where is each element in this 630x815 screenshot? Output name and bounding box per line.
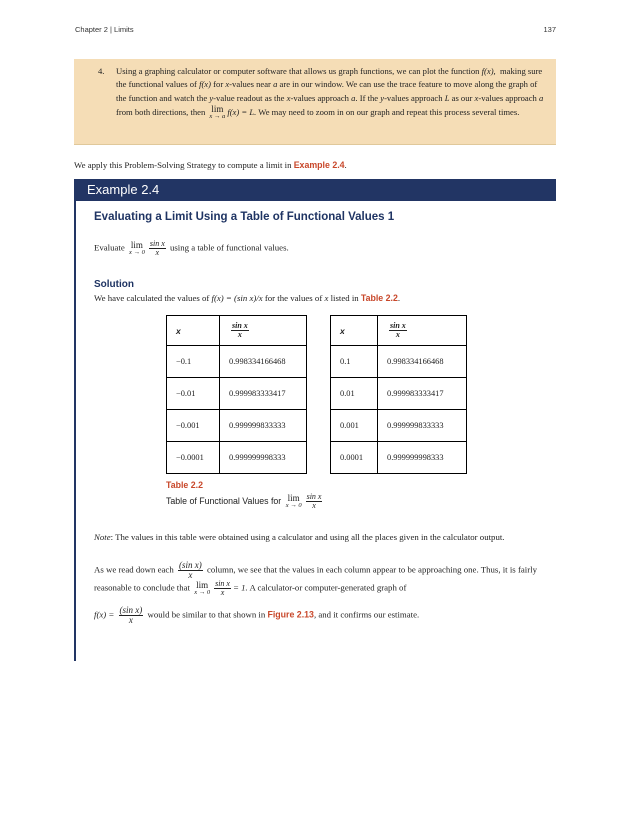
strategy-step-number: 4. <box>98 66 105 76</box>
analysis-paragraph: As we read down each $\frac{\text{(sin x)}}{x}$ column, we see that the values in each column appear to be approaching one. Thus, it is fairly reasonable to conclude that lim x → 0 $\frac{\text{sin x}}{x}$ = 1. A calculator-or computer-generated graph of <box>94 560 537 597</box>
example-side-rule <box>74 201 76 661</box>
table-row: 0.0001 0.999999998333 <box>331 442 467 474</box>
table-row: 0.001 0.999999833333 <box>331 410 467 442</box>
limit-expression: lim x → 0 <box>128 239 145 256</box>
problem-solving-strategy-box <box>74 59 556 145</box>
table-link[interactable]: Table 2.2 <box>360 293 398 303</box>
table-header-fx: $\frac{\text{sin x}}{x}$ <box>378 316 467 346</box>
table-row: 0.1 0.998334166468 <box>331 346 467 378</box>
table-header-x: x <box>167 316 220 346</box>
table-header-row <box>167 316 307 346</box>
evaluate-statement: Evaluate lim x → 0 $\frac{\text{sin x}}{x}$ using a table of functional values. <box>94 239 289 257</box>
solution-heading: Solution <box>94 279 134 290</box>
example-label: Example 2.4 <box>87 182 160 197</box>
table-label: Table 2.2 <box>166 480 203 490</box>
limit-expression: lim x → a <box>209 103 226 120</box>
note-paragraph: Note: The values in this table were obtained using a calculator and using all the places given in the calculator output. <box>94 532 505 542</box>
table-header-x: x <box>331 316 378 346</box>
table-row: −0.001 0.999999833333 <box>167 410 307 442</box>
figure-link[interactable]: Figure 2.13 <box>267 609 314 620</box>
example-title: Evaluating a Limit Using a Table of Functional Values 1 <box>94 211 395 223</box>
conclusion-paragraph: f(x) = $\frac{\text{(sin x)}}{x}$ would be similar to that shown in Figure 2.13, and it confirms our estimate. <box>94 605 420 625</box>
table-row: 0.01 0.999983333417 <box>331 378 467 410</box>
table-row: −0.1 0.998334166468 <box>167 346 307 378</box>
example-header-bar <box>74 179 556 201</box>
intro-paragraph: We apply this Problem-Solving Strategy to compute a limit in Example 2.4. <box>74 160 347 170</box>
table-header-fx: $\frac{\text{sin x}}{x}$ <box>220 316 307 346</box>
functional-values-table-negative <box>166 315 307 474</box>
running-header-chapter: Chapter 2 | Limits <box>75 25 134 34</box>
table-row: −0.0001 0.999999998333 <box>167 442 307 474</box>
fraction-sinx-over-x: $\frac{\text{sin x}}{x}$ <box>149 239 165 257</box>
functional-values-table-positive <box>330 315 467 474</box>
strategy-text: Using a graphing calculator or computer software that allows us graph functions, we can plot the function f(x), making sure the functional values of f(x) for x-values near a are in our window. We can use the trace feature to move along the graph of the function and watch the y-value readout as the x-values approach a. If the y-values approach L as our x-values approach a from both directions, then lim x → a f(x) = L. We may need to zoom in on our graph and repeat this process several times. <box>116 66 544 120</box>
page-number: 137 <box>543 25 556 34</box>
example-link[interactable]: Example 2.4 <box>293 160 345 170</box>
table-caption: Table of Functional Values for lim x → 0 $\frac{\text{sin x}}{x}$ <box>166 492 322 510</box>
table-row: −0.01 0.999983333417 <box>167 378 307 410</box>
table-header-row <box>331 316 467 346</box>
solution-paragraph: We have calculated the values of f(x) = (sin x)/x for the values of x listed in Table 2.2. <box>94 293 401 303</box>
